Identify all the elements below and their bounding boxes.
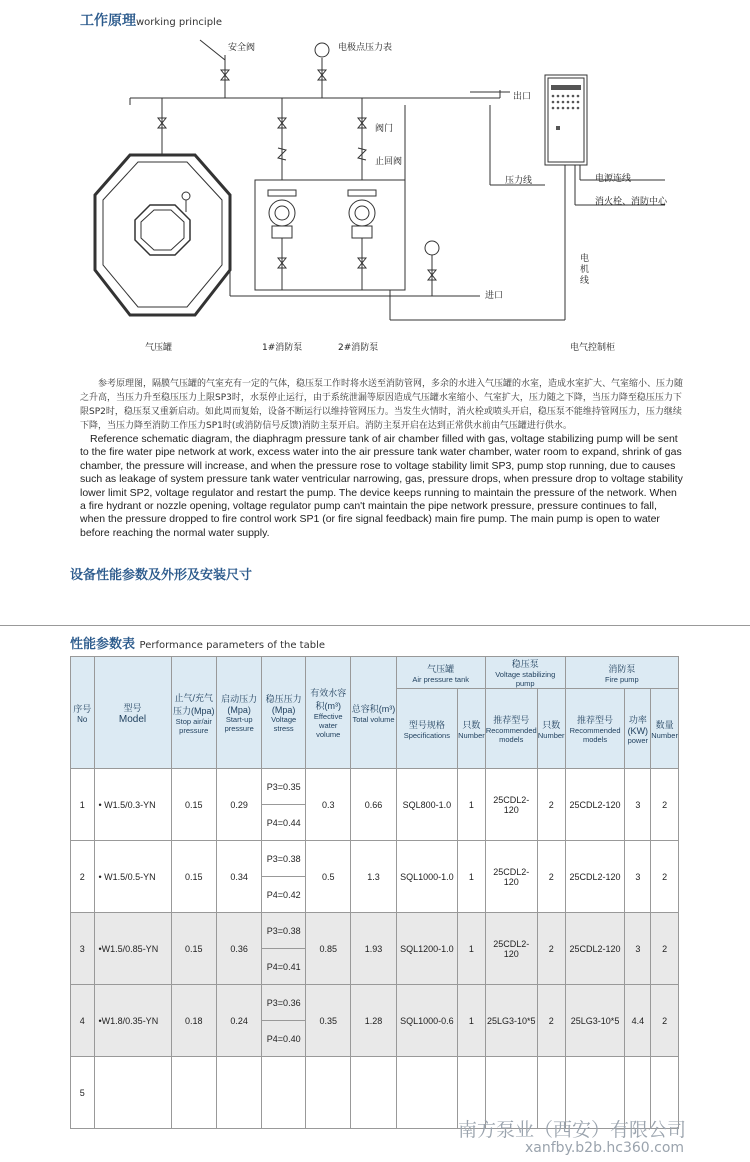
- cell-fire-model: 25CDL2-120: [565, 769, 625, 841]
- label-safety-valve: 安全阀: [228, 43, 256, 53]
- cell-fire-num: 2: [651, 913, 679, 985]
- cell-model: •W1.5/0.85-YN: [94, 913, 171, 985]
- cell-fire-num: 2: [651, 841, 679, 913]
- section-divider: [0, 625, 750, 626]
- cell-stab-num: 2: [537, 841, 565, 913]
- cell-fire-power: 3: [625, 913, 651, 985]
- label-pressure-gauge: 电极点压力表: [338, 43, 393, 53]
- th-qty: 数量 Number: [651, 689, 679, 769]
- cell-spec: SQL800-1.0: [396, 769, 457, 841]
- cell-fire-model: 25CDL2-120: [565, 913, 625, 985]
- table-row: [71, 769, 679, 805]
- table-row: [71, 841, 679, 877]
- cell-no: 4: [71, 985, 95, 1057]
- cell-no: 3: [71, 913, 95, 985]
- cell-stop: 0.18: [171, 985, 216, 1057]
- cell-num: 1: [458, 841, 486, 913]
- cell-p3: P3=0.38: [262, 841, 306, 877]
- watermark-url: xanfby.b2b.hc360.com: [525, 1140, 685, 1156]
- table-title-cn: 性能参数表: [70, 637, 136, 652]
- cell-fire-num: 2: [651, 985, 679, 1057]
- cell-stab-num: 2: [537, 769, 565, 841]
- cell-empty: [216, 1057, 261, 1129]
- table-row: [71, 913, 679, 949]
- th-tank: 气压罐 Air pressure tank: [396, 657, 485, 689]
- cell-p3: P3=0.36: [262, 985, 306, 1021]
- cell-total: 0.66: [351, 769, 396, 841]
- title-en: working principle: [136, 17, 222, 28]
- cell-fire-power: 4.4: [625, 985, 651, 1057]
- th-firerec: 推荐型号 Recommended models: [565, 689, 625, 769]
- th-power: 功率(KW) power: [625, 689, 651, 769]
- cell-stab-model: 25CDL2-120: [485, 841, 537, 913]
- th-num: 只数 Number: [458, 689, 486, 769]
- watermark-company: 南方泵业（西安）有限公司: [458, 1119, 687, 1141]
- cell-total: 1.28: [351, 985, 396, 1057]
- cell-eff: 0.5: [306, 841, 351, 913]
- label-valve: 阀门: [375, 124, 394, 134]
- label-pressure-line: 压力线: [505, 176, 533, 186]
- cell-stop: 0.15: [171, 913, 216, 985]
- cell-p3: P3=0.38: [262, 913, 306, 949]
- cell-total: 1.93: [351, 913, 396, 985]
- cell-stab-num: 2: [537, 913, 565, 985]
- label-tank: 气压罐: [145, 343, 173, 353]
- cell-stab-model: 25CDL2-120: [485, 913, 537, 985]
- cell-empty: [306, 1057, 351, 1129]
- th-spec: 型号规格 Specifications: [396, 689, 457, 769]
- th-rec: 推荐型号 Recommended models: [485, 689, 537, 769]
- cell-spec: SQL1000-1.0: [396, 841, 457, 913]
- label-cabinet: 电气控制柜: [570, 343, 616, 353]
- cell-stab-model: 25CDL2-120: [485, 769, 537, 841]
- th-total: 总容积(m³) Total volume: [351, 657, 396, 769]
- cell-model: • W1.5/0.3-YN: [94, 769, 171, 841]
- th-stab: 稳压压力(Mpa) Voltage stress: [262, 657, 306, 769]
- th-no: 序号 No: [71, 657, 95, 769]
- label-check-valve: 止回阀: [375, 157, 403, 167]
- cell-empty: [396, 1057, 457, 1129]
- label-pump1: 1#消防泵: [262, 343, 303, 353]
- cell-start: 0.34: [216, 841, 261, 913]
- cell-fire-model: 25CDL2-120: [565, 841, 625, 913]
- cell-fire-model: 25LG3-10*5: [565, 985, 625, 1057]
- cell-spec: SQL1200-1.0: [396, 913, 457, 985]
- cell-stop: 0.15: [171, 769, 216, 841]
- cell-eff: 0.35: [306, 985, 351, 1057]
- table-header-row: [71, 657, 679, 689]
- cell-empty: [351, 1057, 396, 1129]
- th-stabpump: 稳压泵 Voltage stabilizing pump: [485, 657, 565, 689]
- th-stop: 止气/充气压力(Mpa) Stop air/air pressure: [171, 657, 216, 769]
- table-title-en: Performance parameters of the table: [139, 640, 326, 651]
- cell-model: • W1.5/0.5-YN: [94, 841, 171, 913]
- cell-fire-num: 2: [651, 769, 679, 841]
- cell-spec: SQL1000-0.6: [396, 985, 457, 1057]
- cell-fire-power: 3: [625, 769, 651, 841]
- cell-num: 1: [458, 769, 486, 841]
- table-title: [70, 633, 325, 652]
- cell-num: 1: [458, 913, 486, 985]
- cell-start: 0.29: [216, 769, 261, 841]
- th-firepump: 消防泵 Fire pump: [565, 657, 678, 689]
- cell-p4: P4=0.41: [262, 949, 306, 985]
- cell-no: 5: [71, 1057, 95, 1129]
- cell-fire-power: 3: [625, 841, 651, 913]
- cell-p3: P3=0.35: [262, 769, 306, 805]
- cell-p4: P4=0.44: [262, 805, 306, 841]
- cell-no: 2: [71, 841, 95, 913]
- cell-total: 1.3: [351, 841, 396, 913]
- table-row: [71, 985, 679, 1021]
- cell-num: 1: [458, 985, 486, 1057]
- title-cn: 工作原理: [80, 13, 136, 29]
- description-cn: 参考原理图，隔膜气压罐的气室充有一定的气体，稳压泵工作时将水送至消防管网，多余的水进入气压罐的水室，造成水室扩大、气室缩小、压力随之升高，当压力升至稳压压力上限SP3时，水泵停止运行，由于系统泄漏等原因造成气压罐水室缩小、气室扩大，压力随之下降，当压力降至稳压压力下限SP2时，稳压泵又重新启动。如此周而复始，设备不断运行以维持管网压力。当发生火情时，消火栓或喷头开启，稳压泵不能维持管网压力，压力继续下降，当压力降至消防工作压力SP1时(或消防信号反馈)消防主泵开启。消防主泵开启在达到正常供水前由气压罐进行供水。: [80, 379, 684, 431]
- cell-empty: [171, 1057, 216, 1129]
- cell-p4: P4=0.42: [262, 877, 306, 913]
- cell-eff: 0.85: [306, 913, 351, 985]
- cell-p4: P4=0.40: [262, 1021, 306, 1057]
- subtitle: 设备性能参数及外形及安装尺寸: [70, 568, 253, 583]
- cell-model: •W1.8/0.35-YN: [94, 985, 171, 1057]
- cell-stop: 0.15: [171, 841, 216, 913]
- section-title: [80, 10, 222, 30]
- cell-eff: 0.3: [306, 769, 351, 841]
- cell-empty: [94, 1057, 171, 1129]
- cell-no: 1: [71, 769, 95, 841]
- description-en: Reference schematic diagram, the diaphragm pressure tank of air chamber filled with gas, voltage stabilizing pump will be sent to the fire water pipe network at work, excess water into the air pressure tank water chamber, water room to expand, shrink of gas chamber, the pressure will increase, and when the pressure rose to voltage stability limit SP3, pump stop running, due to causes such as leakage of system pressure tank water ventricular narrowing, gas, pressure drops, when pressure drop to voltage stability lower limit SP2, voltage regulator and restart the pump. The device keeps running to maintain the pressure of the network. When a fire hydrant or nozzle opening, voltage regulator pump can't maintain the pipe network pressure, pressure continues to fall, when the pressure dropped to fire control work SP1 (or fire signal feedback) main fire pump. The main pump is open to water before reaching the normal water supply.: [80, 433, 683, 539]
- th-stabnum: 只数 Number: [537, 689, 565, 769]
- cell-start: 0.24: [216, 985, 261, 1057]
- label-pump2: 2#消防泵: [338, 343, 379, 353]
- th-start: 启动压力(Mpa) Start-up pressure: [216, 657, 261, 769]
- label-power-line: 电源连线: [595, 174, 632, 184]
- label-motor-line: 电机线: [580, 254, 590, 286]
- th-model: 型号 Model: [94, 657, 171, 769]
- cell-start: 0.36: [216, 913, 261, 985]
- th-eff: 有效水容积(m³) Effective water volume: [306, 657, 351, 769]
- label-inlet: 进口: [485, 291, 504, 301]
- cell-stab-model: 25LG3-10*5: [485, 985, 537, 1057]
- cell-empty: [262, 1057, 306, 1129]
- cell-stab-num: 2: [537, 985, 565, 1057]
- performance-table: [70, 656, 679, 1129]
- label-hydrant: 消火栓、消防中心: [595, 197, 668, 207]
- label-outlet: 出口: [513, 92, 532, 102]
